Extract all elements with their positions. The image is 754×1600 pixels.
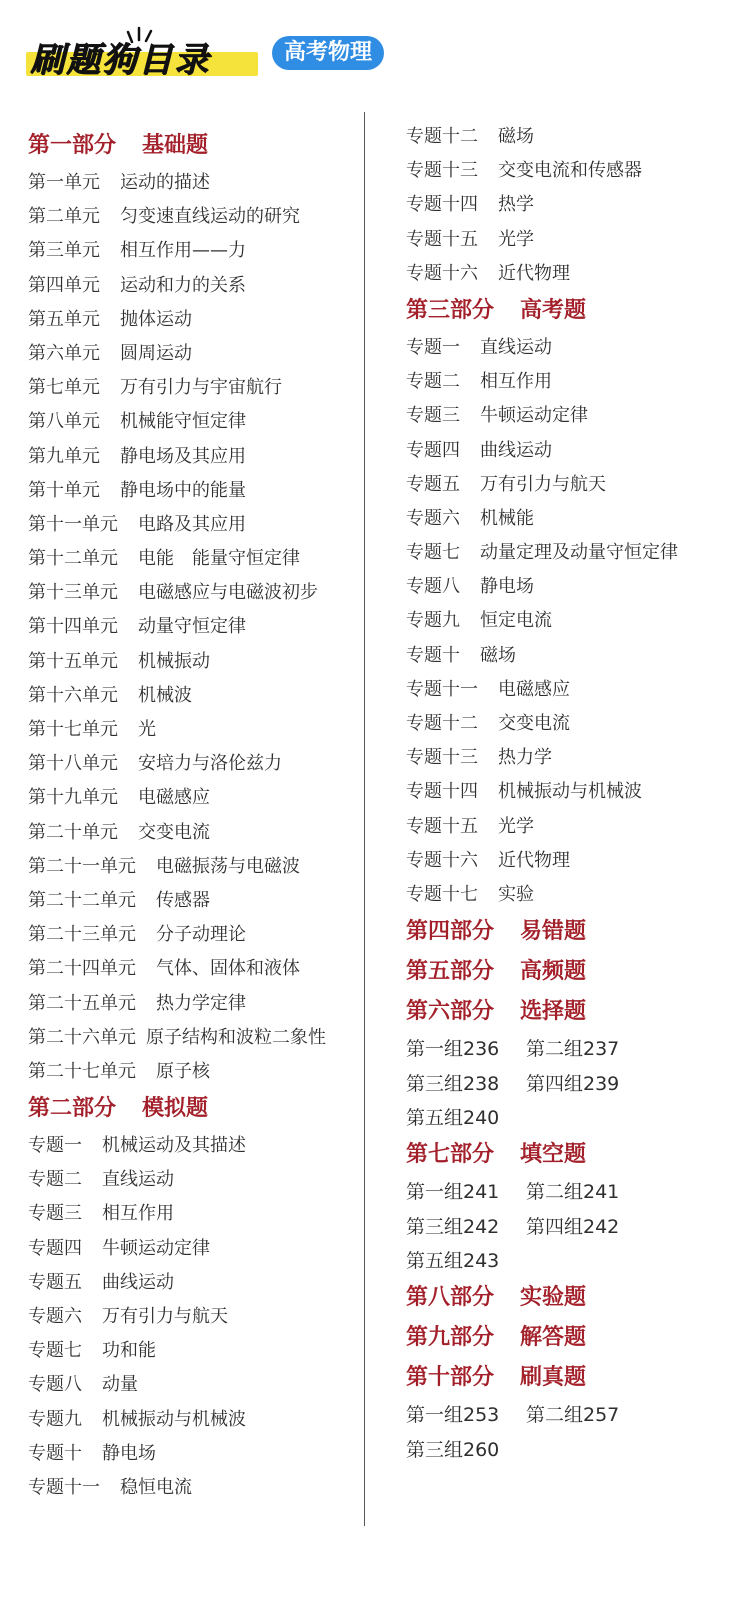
toc-item: [28, 1266, 358, 1300]
item-title: 交变电流: [138, 821, 210, 843]
item-label: 专题十二: [406, 126, 478, 147]
group-page-ref: 第一组241: [406, 1181, 500, 1204]
item-title: 光学: [498, 815, 534, 837]
toc-item: [28, 1403, 358, 1437]
toc-item: [406, 188, 746, 222]
group-row: [406, 1175, 746, 1209]
group-page-ref: 第二组241: [526, 1181, 620, 1204]
toc-item: [406, 673, 746, 707]
item-title: 机械能: [480, 507, 534, 529]
section-label: 第八部分: [406, 1285, 495, 1311]
item-label: 专题十五: [406, 228, 478, 250]
section-heading: [406, 1358, 746, 1398]
toc-item: [406, 502, 746, 536]
item-label: 专题二: [28, 1169, 82, 1191]
section-title: 模拟题: [142, 1096, 209, 1122]
toc-item: [28, 542, 358, 576]
toc-item: [28, 1437, 358, 1471]
group-page-ref: 第一组236: [406, 1038, 500, 1061]
item-label: 第十七单元: [28, 719, 118, 740]
toc-item: [28, 679, 358, 713]
toc-item: [28, 303, 358, 337]
item-title: 相互作用: [102, 1203, 174, 1225]
section-label: 第六部分: [406, 999, 495, 1025]
group-row: [406, 1398, 746, 1432]
item-title: 圆周运动: [120, 342, 192, 364]
toc-item: [28, 1129, 358, 1163]
item-title: 动量定理及动量守恒定律: [480, 542, 678, 564]
section-heading: [28, 1089, 358, 1129]
group-page-ref: 第二组257: [526, 1404, 620, 1427]
item-title: 机械振动与机械波: [102, 1408, 246, 1430]
group-row: [406, 1067, 746, 1101]
item-title: 曲线运动: [480, 439, 552, 461]
item-title: 静电场及其应用: [120, 445, 246, 467]
section-label: 第九部分: [406, 1325, 495, 1351]
toc-item: [28, 645, 358, 679]
item-title: 光学: [498, 228, 534, 250]
item-title: 万有引力与航天: [480, 473, 606, 495]
section-heading: [406, 952, 746, 992]
toc-item: [406, 468, 746, 502]
item-label: 第十一单元: [28, 513, 118, 535]
item-title: 相互作用——力: [120, 240, 246, 262]
item-label: 第八单元: [28, 411, 100, 433]
item-title: 交变电流: [498, 713, 570, 734]
section-heading: [406, 1278, 746, 1318]
group-row: [406, 1032, 746, 1066]
item-title: 相互作用: [480, 371, 552, 393]
toc-item: [406, 707, 746, 741]
item-label: 专题三: [406, 405, 460, 427]
item-label: 第二十三单元: [28, 924, 136, 946]
group-page-ref: 第一组253: [406, 1404, 500, 1427]
item-title: 动量: [102, 1374, 138, 1396]
toc-item: [28, 1163, 358, 1197]
item-label: 第四单元: [28, 274, 100, 296]
toc-item: [28, 269, 358, 303]
item-title: 静电场: [102, 1442, 156, 1464]
item-title: 电磁振荡与电磁波: [156, 855, 300, 877]
toc-item: [406, 570, 746, 604]
item-label: 第二十七单元: [28, 1060, 136, 1082]
item-title: 曲线运动: [102, 1271, 174, 1293]
toc-item: [406, 775, 746, 809]
toc-item: [28, 987, 358, 1021]
item-title: 直线运动: [480, 336, 552, 358]
item-title: 直线运动: [102, 1169, 174, 1191]
section-heading: [406, 992, 746, 1032]
item-title: 机械振动: [138, 650, 210, 672]
toc-item: [28, 952, 358, 986]
item-title: 电能 能量守恒定律: [138, 548, 300, 570]
toc-item: [28, 371, 358, 405]
toc-item: [406, 536, 746, 570]
item-title: 磁场: [480, 644, 516, 666]
toc-item: [28, 1300, 358, 1334]
item-label: 第九单元: [28, 445, 100, 467]
subject-badge: 高考物理: [272, 36, 384, 70]
item-label: 第二十单元: [28, 821, 118, 843]
item-title: 原子结构和波粒二象性: [146, 1026, 326, 1048]
item-label: 第二十六单元: [28, 1026, 136, 1048]
item-label: 专题十三: [406, 747, 478, 769]
group-page-ref: 第二组237: [526, 1038, 620, 1061]
section-heading: [28, 126, 358, 166]
toc-item: [28, 1471, 358, 1505]
item-label: 专题五: [406, 473, 460, 495]
item-title: 机械能守恒定律: [120, 411, 246, 433]
toc-right-column: [406, 120, 746, 1467]
item-title: 交变电流和传感器: [498, 160, 642, 182]
group-row: [406, 1210, 746, 1244]
logo: [26, 26, 258, 80]
toc-item: [406, 154, 746, 188]
item-title: 电磁感应与电磁波初步: [138, 582, 318, 604]
toc-item: [406, 399, 746, 433]
group-page-ref: 第三组242: [406, 1215, 500, 1238]
item-label: 第十二单元: [28, 548, 118, 570]
toc-item: [406, 120, 746, 154]
group-page-ref: 第三组260: [406, 1438, 500, 1461]
section-title: 基础题: [142, 133, 209, 158]
item-label: 专题一: [406, 336, 460, 358]
item-title: 机械运动及其描述: [102, 1135, 246, 1157]
item-title: 气体、固体和液体: [156, 958, 300, 980]
item-title: 万有引力与宇宙航行: [120, 377, 282, 399]
item-label: 第七单元: [28, 377, 100, 399]
toc-item: [28, 713, 358, 747]
item-title: 静电场: [480, 576, 534, 598]
item-title: 静电场中的能量: [120, 479, 246, 501]
toc-item: [406, 639, 746, 673]
item-label: 专题八: [28, 1374, 82, 1396]
item-label: 专题十四: [406, 781, 478, 803]
toc-item: [406, 844, 746, 878]
group-page-ref: 第五组240: [406, 1106, 500, 1129]
toc-item: [406, 223, 746, 257]
toc-item: [28, 1021, 358, 1055]
item-title: 原子核: [156, 1060, 210, 1082]
item-label: 第二十二单元: [28, 889, 136, 911]
item-label: 专题十: [28, 1442, 82, 1464]
toc-item: [28, 1334, 358, 1368]
toc-item: [406, 604, 746, 638]
toc-item: [406, 810, 746, 844]
item-title: 运动和力的关系: [120, 274, 246, 296]
toc-item: [406, 434, 746, 468]
section-title: 刷真题: [520, 1365, 587, 1391]
toc-item: [28, 200, 358, 234]
item-label: 第五单元: [28, 308, 100, 330]
group-page-ref: 第五组243: [406, 1250, 500, 1273]
item-label: 专题十: [406, 644, 460, 666]
toc-item: [406, 741, 746, 775]
item-label: 第十五单元: [28, 650, 118, 672]
item-label: 第六单元: [28, 342, 100, 364]
item-label: 第二单元: [28, 206, 100, 228]
toc-item: [28, 850, 358, 884]
toc-item: [28, 1055, 358, 1089]
item-title: 稳恒电流: [120, 1476, 192, 1498]
item-title: 光: [138, 719, 156, 740]
toc-item: [28, 781, 358, 815]
item-title: 热力学: [498, 747, 552, 769]
toc-item: [28, 337, 358, 371]
item-title: 抛体运动: [120, 308, 192, 330]
toc-item: [28, 474, 358, 508]
item-title: 近代物理: [498, 849, 570, 871]
item-label: 专题八: [406, 576, 460, 598]
item-label: 专题九: [28, 1408, 82, 1430]
item-label: 专题十六: [406, 849, 478, 871]
header: [26, 16, 406, 80]
item-label: 专题十二: [406, 713, 478, 734]
item-title: 牛顿运动定律: [480, 405, 588, 427]
item-label: 专题六: [28, 1306, 82, 1327]
group-row: [406, 1244, 746, 1278]
item-label: 专题十六: [406, 262, 478, 284]
item-title: 电路及其应用: [138, 513, 246, 535]
item-title: 电磁感应: [138, 787, 210, 809]
item-title: 机械波: [138, 684, 192, 706]
item-title: 安培力与洛伦兹力: [138, 753, 282, 775]
item-label: 第二十一单元: [28, 855, 136, 877]
toc-item: [28, 1232, 358, 1266]
item-label: 专题十五: [406, 815, 478, 837]
section-title: 选择题: [520, 999, 587, 1025]
toc-item: [406, 257, 746, 291]
item-label: 第十四单元: [28, 616, 118, 638]
group-page-ref: 第四组239: [526, 1072, 620, 1095]
item-label: 第十九单元: [28, 787, 118, 809]
item-label: 第三单元: [28, 240, 100, 262]
item-title: 恒定电流: [480, 610, 552, 632]
section-heading: [406, 291, 746, 331]
item-label: 第二十五单元: [28, 992, 136, 1014]
toc-item: [28, 405, 358, 439]
item-label: 专题二: [406, 371, 460, 393]
item-title: 近代物理: [498, 262, 570, 284]
group-row: [406, 1433, 746, 1467]
toc-item: [406, 365, 746, 399]
section-heading: [406, 1135, 746, 1175]
column-divider: [364, 112, 365, 1526]
item-label: 专题十三: [406, 160, 478, 182]
item-label: 第十八单元: [28, 753, 118, 775]
item-label: 专题十一: [28, 1476, 100, 1498]
toc-item: [28, 816, 358, 850]
item-label: 专题三: [28, 1203, 82, 1225]
toc-item: [28, 884, 358, 918]
item-title: 机械振动与机械波: [498, 781, 642, 803]
item-title: 实验: [498, 883, 534, 905]
section-title: 解答题: [520, 1325, 587, 1351]
item-title: 万有引力与航天: [102, 1306, 228, 1327]
toc-item: [28, 918, 358, 952]
item-title: 磁场: [498, 126, 534, 147]
toc-left-column: [28, 126, 358, 1505]
section-title: 易错题: [520, 919, 587, 945]
item-title: 牛顿运动定律: [102, 1237, 210, 1259]
group-row: [406, 1101, 746, 1135]
item-label: 专题五: [28, 1271, 82, 1293]
section-label: 第四部分: [406, 919, 495, 945]
item-label: 专题十四: [406, 194, 478, 216]
item-title: 传感器: [156, 889, 210, 911]
toc-item: [28, 234, 358, 268]
toc-item: [28, 508, 358, 542]
item-label: 专题九: [406, 610, 460, 632]
item-label: 专题七: [28, 1340, 82, 1362]
item-title: 热力学定律: [156, 992, 246, 1014]
toc-item: [28, 166, 358, 200]
item-label: 第十三单元: [28, 582, 118, 604]
item-title: 热学: [498, 194, 534, 216]
item-label: 专题四: [406, 439, 460, 461]
item-label: 专题一: [28, 1135, 82, 1157]
section-title: 高考题: [520, 297, 587, 323]
item-label: 专题六: [406, 507, 460, 529]
item-title: 运动的描述: [120, 172, 210, 193]
item-title: 功和能: [102, 1340, 156, 1362]
section-label: 第二部分: [28, 1096, 117, 1122]
section-heading: [406, 912, 746, 952]
item-label: 第一单元: [28, 172, 100, 193]
item-title: 动量守恒定律: [138, 616, 246, 638]
item-title: 电磁感应: [498, 678, 570, 700]
section-heading: [406, 1318, 746, 1358]
group-page-ref: 第三组238: [406, 1072, 500, 1095]
section-label: 第一部分: [28, 133, 117, 158]
item-title: 匀变速直线运动的研究: [120, 206, 300, 228]
item-label: 专题七: [406, 542, 460, 564]
item-label: 第二十四单元: [28, 958, 136, 980]
section-title: 高频题: [520, 959, 587, 985]
item-label: 第十单元: [28, 479, 100, 501]
section-label: 第七部分: [406, 1142, 495, 1168]
toc-item: [28, 747, 358, 781]
toc-item: [28, 440, 358, 474]
item-label: 专题十七: [406, 883, 478, 905]
section-title: 实验题: [520, 1285, 587, 1311]
group-page-ref: 第四组242: [526, 1215, 620, 1238]
toc-item: [406, 331, 746, 365]
toc-item: [28, 1368, 358, 1402]
toc-item: [406, 878, 746, 912]
section-label: 第三部分: [406, 297, 495, 323]
toc-item: [28, 576, 358, 610]
logo-text: 刷题狗目录: [30, 40, 210, 80]
toc-item: [28, 1197, 358, 1231]
section-title: 填空题: [520, 1142, 587, 1168]
toc-item: [28, 610, 358, 644]
item-label: 专题四: [28, 1237, 82, 1259]
item-label: 第十六单元: [28, 684, 118, 706]
section-label: 第十部分: [406, 1365, 495, 1391]
item-label: 专题十一: [406, 678, 478, 700]
section-label: 第五部分: [406, 959, 495, 985]
item-title: 分子动理论: [156, 924, 246, 946]
